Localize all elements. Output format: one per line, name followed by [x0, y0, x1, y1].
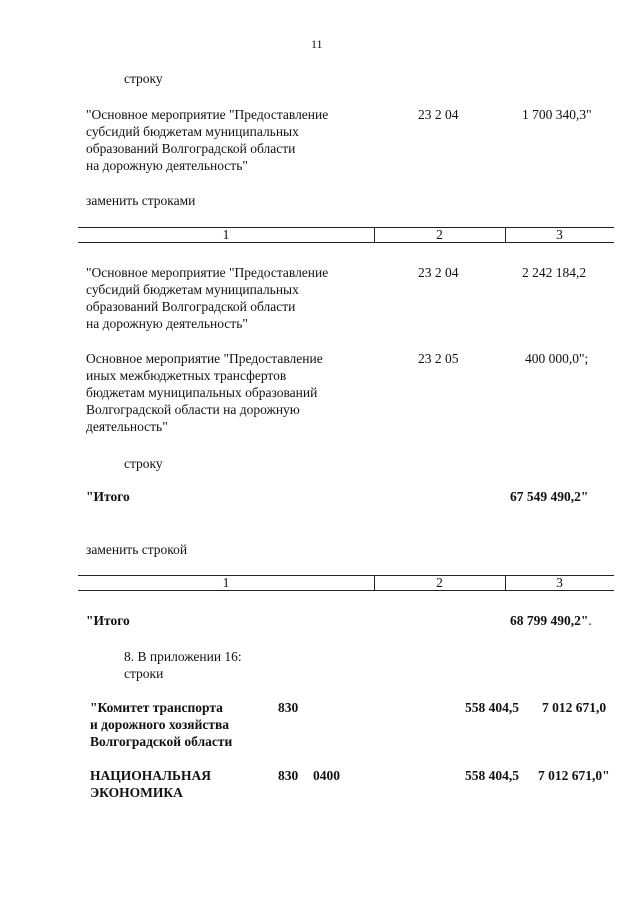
intro-stroku: строку — [124, 71, 163, 86]
row-new1-code: 23 2 04 — [418, 265, 459, 280]
row-new2-name: Основное мероприятие "Предоставление иных межбюджетных трансфертов бюджетам муниципальных образований Волгоградской области на дорожную деятельность" — [86, 351, 323, 434]
itogo-new-label: "Итого — [86, 613, 130, 628]
replace-rows-label: заменить строками — [86, 193, 196, 208]
committee-name: "Комитет транспорта и дорожного хозяйства Волгоградской области — [90, 700, 233, 749]
table-header-1-col1: 1 — [222, 227, 230, 242]
row-old-name: "Основное мероприятие "Предоставление субсидий бюджетам муниципальных образований Волгоградской области на дорожную деятельность" — [86, 107, 329, 173]
committee-amount-1: 558 404,5 — [465, 700, 519, 715]
row-new1-name: "Основное мероприятие "Предоставление субсидий бюджетам муниципальных образований Волгоградской области на дорожную деятельность" — [86, 265, 329, 331]
table-header-2-col3: 3 — [556, 575, 563, 590]
economy-name: НАЦИОНАЛЬНАЯ ЭКОНОМИКА — [90, 768, 211, 800]
itogo-new-amount: 68 799 490,2" — [510, 613, 589, 628]
economy-amount-1: 558 404,5 — [465, 768, 519, 783]
itogo-new-amount-wrap — [510, 612, 592, 629]
row-new1-amount: 2 242 184,2 — [522, 265, 587, 280]
table-header-2-col1: 1 — [222, 575, 230, 590]
table-header-1-col2: 2 — [436, 227, 443, 242]
row-new2-amount: 400 000,0"; — [525, 351, 589, 366]
table-header-1-col3: 3 — [556, 227, 563, 242]
itogo-old-label: "Итого — [86, 489, 130, 504]
economy-code: 830 — [278, 768, 299, 783]
replace-row-label: заменить строкой — [86, 542, 188, 557]
intro-stroku-2: строку — [124, 456, 163, 471]
committee-code: 830 — [278, 700, 299, 715]
economy-section: 0400 — [313, 768, 340, 783]
page-number: 11 — [311, 37, 323, 51]
itogo-old-amount: 67 549 490,2" — [510, 489, 589, 504]
row-old-code: 23 2 04 — [418, 107, 459, 122]
itogo-new-tail: . — [588, 613, 592, 628]
table-header-2-col2: 2 — [436, 575, 443, 590]
economy-amount-2: 7 012 671,0" — [538, 768, 610, 783]
committee-amount-2: 7 012 671,0 — [542, 700, 607, 715]
row-new2-code: 23 2 05 — [418, 351, 459, 366]
appendix-16-heading: 8. В приложении 16: — [124, 649, 242, 664]
appendix-16-stroki: строки — [124, 666, 164, 681]
row-old-amount: 1 700 340,3" — [522, 107, 592, 122]
